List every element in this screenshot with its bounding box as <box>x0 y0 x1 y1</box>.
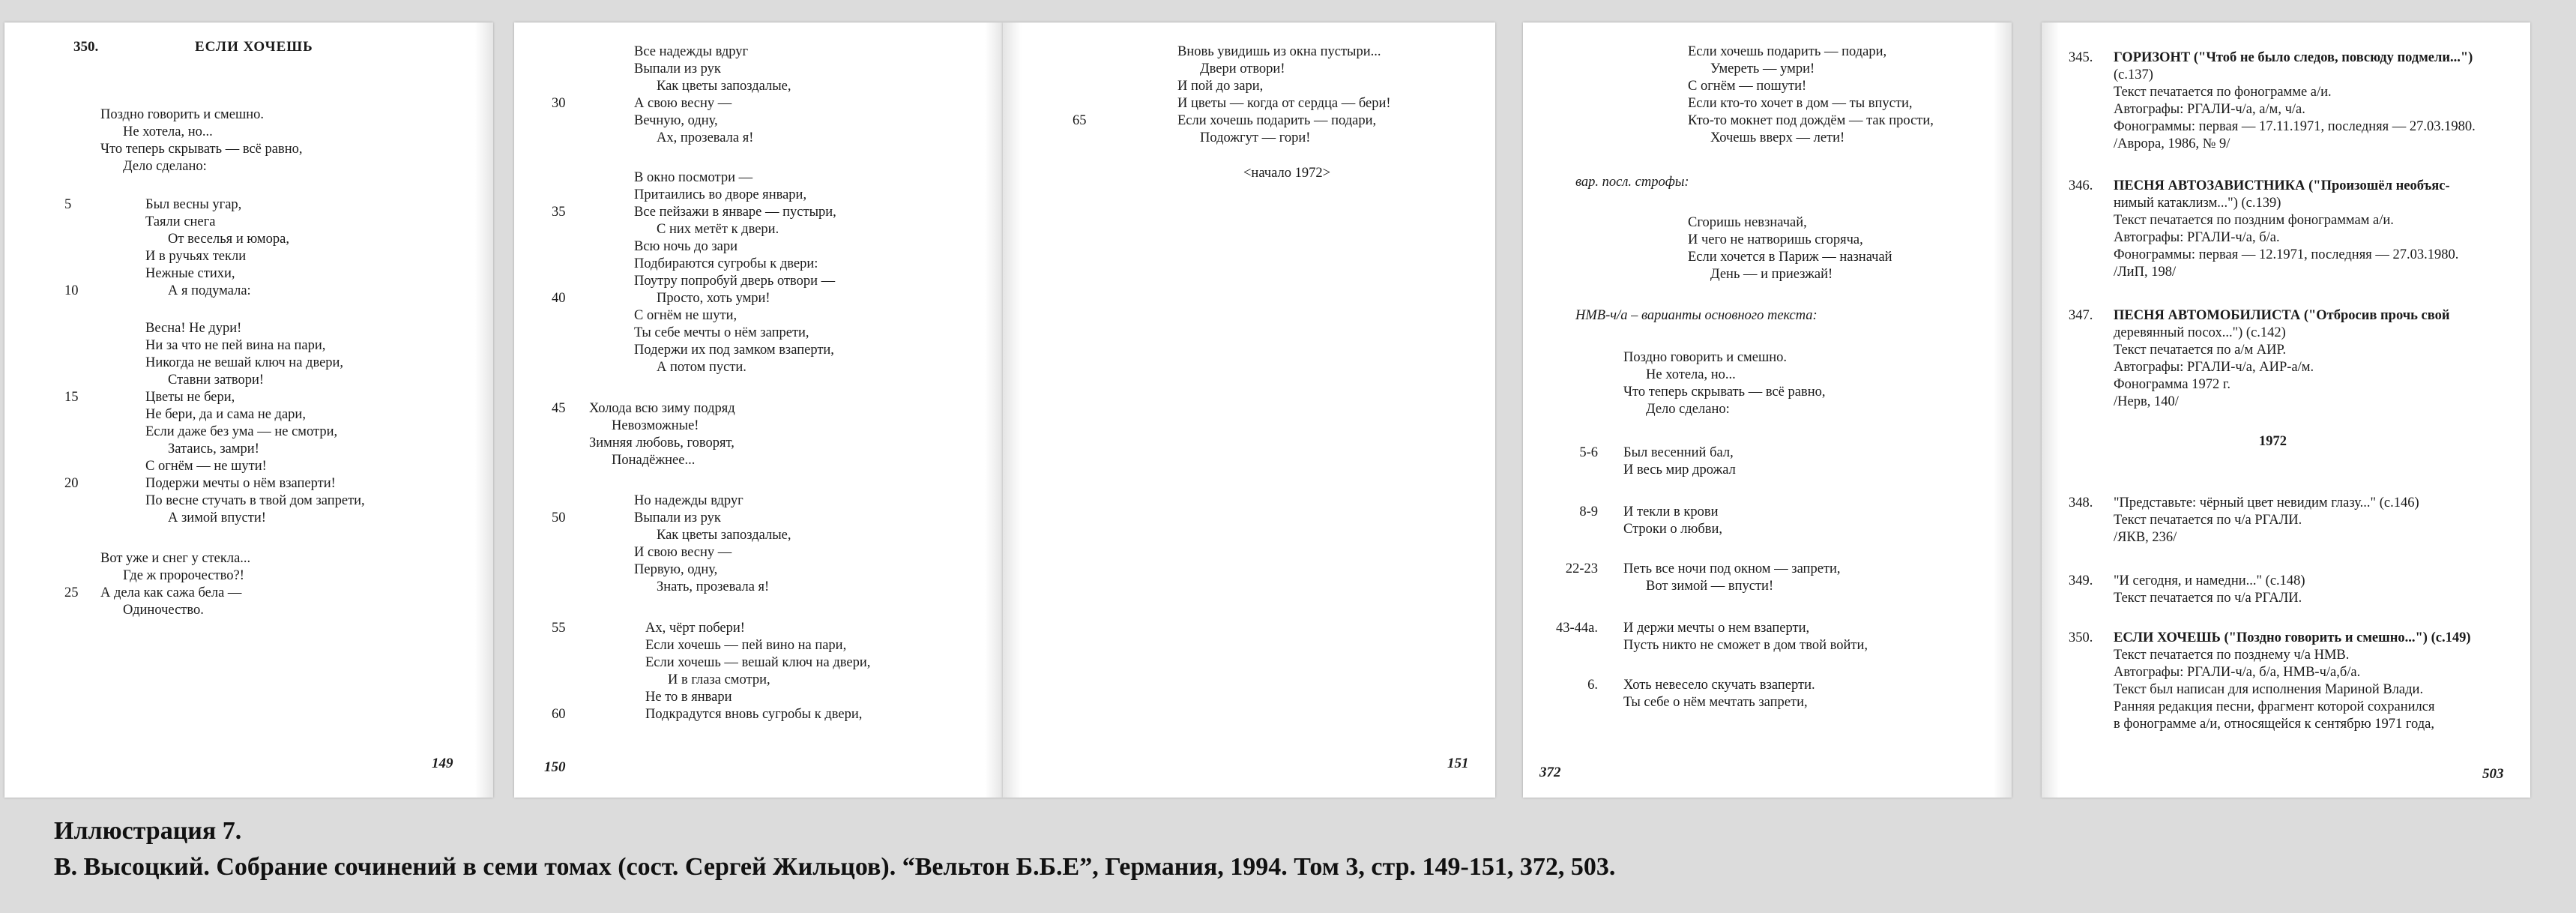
verse-line: Все пейзажи в январе — пустыри, <box>634 205 836 220</box>
verse-line: Выпали из рук <box>634 61 721 76</box>
caption-title: Иллюстрация 7. <box>54 817 242 845</box>
entry-line: ПЕСНЯ АВТОМОБИЛИСТА ("Отбросив прочь свой <box>2114 308 2450 323</box>
verse-line: Как цветы запоздалые, <box>657 79 791 94</box>
verse-line: Просто, хоть умри! <box>657 291 770 306</box>
entry-line: Ранняя редакция песни, фрагмент которой сохранился <box>2114 699 2435 714</box>
verse-line: Строки о любви, <box>1623 522 1723 537</box>
line-number: 10 <box>64 283 79 298</box>
page-number: 503 <box>2482 766 2504 782</box>
entry-line: Фонограммы: первая — 17.11.1971, последняя — 27.03.1980. <box>2114 119 2476 134</box>
verse-line: Если даже без ума — не смотри, <box>145 424 338 439</box>
verse-line: Если хочешь подарить — подари, <box>1688 44 1887 59</box>
verse-line: Все надежды вдруг <box>634 44 749 59</box>
book-page-372 <box>1523 22 2012 798</box>
entry-number: 349. <box>2069 573 2093 588</box>
verse-line: Нежные стихи, <box>145 266 235 281</box>
verse-line: День — и приезжай! <box>1710 267 1833 282</box>
entry-line: /ЛиП, 198/ <box>2114 265 2177 280</box>
line-number: 50 <box>552 510 566 525</box>
verse-line: Вновь увидишь из окна пустыри... <box>1177 44 1381 59</box>
entry-line: Текст печатается по поздним фонограммам а/и. <box>2114 213 2394 228</box>
variant-label: вар. посл. строфы: <box>1575 175 1689 190</box>
line-number: 55 <box>552 621 566 636</box>
verse-line: Одиночество. <box>123 603 204 618</box>
entry-line: Фонограмма 1972 г. <box>2114 377 2230 392</box>
page-gutter-shadow <box>2042 22 2060 798</box>
verse-line: Если хочешь подарить — подари, <box>1177 113 1377 128</box>
date-note: <начало 1972> <box>1243 166 1331 181</box>
verse-line: И цветы — когда от сердца — бери! <box>1177 96 1391 111</box>
verse-line: Двери отвори! <box>1200 61 1285 76</box>
verse-line: Петь все ночи под окном — запрети, <box>1623 561 1841 576</box>
verse-line: А я подумала: <box>168 283 251 298</box>
verse-line: Пусть никто не сможет в дом твой войти, <box>1623 638 1868 653</box>
line-number: 5 <box>64 197 72 212</box>
verse-line: А дела как сажа бела — <box>100 585 242 600</box>
entry-number: 348. <box>2069 495 2093 510</box>
verse-line: Ставни затвори! <box>168 373 265 388</box>
caption-citation: В. Высоцкий. Собрание сочинений в семи томах (сост. Сергей Жильцов). “Вельтон Б.Б.Е”, Германия, 1994. Том 3, стр. 149-151, 372, 503. <box>54 853 1616 881</box>
verse-line: Дело сделано: <box>123 159 207 174</box>
verse-line: Подержи их под замком взаперти, <box>634 343 834 358</box>
line-number: 45 <box>552 401 566 416</box>
verse-line: И весь мир дрожал <box>1623 462 1736 477</box>
entry-line: Текст печатается по ч/а РГАЛИ. <box>2114 513 2302 528</box>
verse-line: Ах, прозевала я! <box>657 130 754 145</box>
book-page-150 <box>514 22 1003 798</box>
nmv-label: НМВ-ч/а – варианты основного текста: <box>1575 308 1818 323</box>
verse-line: Если хочется в Париж — назначай <box>1688 250 1892 265</box>
verse-line: Был весенний бал, <box>1623 445 1734 460</box>
verse-line: В окно посмотри — <box>634 170 753 185</box>
entry-line: Автографы: РГАЛИ-ч/а, а/м, ч/а. <box>2114 102 2305 117</box>
entry-number: 350. <box>2069 630 2093 645</box>
verse-line: Поздно говорить и смешно. <box>1623 350 1787 365</box>
verse-line: А потом пусти. <box>657 360 746 375</box>
verse-line: Всю ночь до зари <box>634 239 737 254</box>
entry-line: ГОРИЗОНТ ("Чтоб не было следов, повсюду подмели...") <box>2114 50 2473 65</box>
verse-line: Сгоришь невзначай, <box>1688 215 1807 230</box>
verse-line: Не хотела, но... <box>123 124 213 139</box>
entry-line: "И сегодня, и намедни..." (с.148) <box>2114 573 2305 588</box>
verse-line: Ах, чёрт побери! <box>645 621 745 636</box>
page-gutter-shadow <box>985 22 1003 798</box>
verse-line: От веселья и юмора, <box>168 232 289 247</box>
line-number: 25 <box>64 585 79 600</box>
line-number: 35 <box>552 205 566 220</box>
verse-line: А свою весну — <box>634 96 732 111</box>
verse-line: Вот зимой — впусти! <box>1646 579 1774 594</box>
entry-line: нимый катаклизм...") (с.139) <box>2114 196 2281 211</box>
book-page-503 <box>2042 22 2530 798</box>
verse-line: Ни за что не пей вина на пари, <box>145 338 326 353</box>
line-number: 40 <box>552 291 566 306</box>
verse-line: Поздно говорить и смешно. <box>100 107 264 122</box>
entry-line: ПЕСНЯ АВТОЗАВИСТНИКА ("Произошёл необъяс- <box>2114 178 2450 193</box>
verse-line: С огнём — не шути! <box>145 459 267 474</box>
entry-line: /ЯКВ, 236/ <box>2114 530 2177 545</box>
page-gutter-shadow <box>1994 22 2012 798</box>
page-number: 149 <box>432 756 453 771</box>
verse-line: Понадёжнее... <box>612 453 696 468</box>
entry-line: /Аврора, 1986, № 9/ <box>2114 136 2230 151</box>
entry-line: Текст печатается по фонограмме а/и. <box>2114 85 2332 100</box>
verse-line: Ты себе о нём мечтать запрети, <box>1623 695 1808 710</box>
verse-line: Был весны угар, <box>145 197 242 212</box>
line-number: 30 <box>552 96 566 111</box>
entry-line: ЕСЛИ ХОЧЕШЬ ("Поздно говорить и смешно...") (с.149) <box>2114 630 2471 645</box>
verse-line: Знать, прозевала я! <box>657 579 770 594</box>
entry-line: в фонограмме а/и, относящейся к сентябрю 1971 года, <box>2114 717 2435 732</box>
verse-line: Подожгут — гори! <box>1200 130 1311 145</box>
entry-number: 346. <box>2069 178 2093 193</box>
verse-line: Что теперь скрывать — всё равно, <box>1623 385 1826 400</box>
verse-line: Поутру попробуй дверь отвори — <box>634 274 836 289</box>
entry-line: /Нерв, 140/ <box>2114 394 2179 409</box>
verse-line: Дело сделано: <box>1646 402 1730 417</box>
verse-line: Не хотела, но... <box>1646 367 1736 382</box>
verse-line: Вечную, одну, <box>634 113 718 128</box>
verse-line: И в глаза смотри, <box>668 672 770 687</box>
entry-number: 347. <box>2069 308 2093 323</box>
verse-line: С них метёт к двери. <box>657 222 779 237</box>
entry-line: Фонограммы: первая — 12.1971, последняя — 27.03.1980. <box>2114 247 2459 262</box>
entry-line: Текст печатается по ч/а РГАЛИ. <box>2114 591 2302 606</box>
line-number: 60 <box>552 707 566 722</box>
page-number: 151 <box>1447 756 1469 771</box>
entry-line: Текст был написан для исполнения Мариной Влади. <box>2114 682 2424 697</box>
verse-line: И в ручьях текли <box>145 249 247 264</box>
line-number: 15 <box>64 390 79 405</box>
poem-title: ЕСЛИ ХОЧЕШЬ <box>195 39 313 55</box>
verse-line: Подкрадутся вновь сугробы к двери, <box>645 707 863 722</box>
entry-line: (с.137) <box>2114 67 2153 82</box>
line-number: 6. <box>1587 678 1598 693</box>
verse-line: Если кто-то хочет в дом — ты впусти, <box>1688 96 1913 111</box>
verse-line: Холода всю зиму подряд <box>589 401 735 416</box>
entry-line: Текст печатается по а/м АИР. <box>2114 343 2287 358</box>
year-heading: 1972 <box>2259 434 2287 449</box>
verse-line: Если хочешь — вешай ключ на двери, <box>645 655 871 670</box>
verse-line: Умереть — умри! <box>1710 61 1815 76</box>
verse-line: Цветы не бери, <box>145 390 235 405</box>
entry-line: Автографы: РГАЛИ-ч/а, б/а, НМВ-ч/а,б/а. <box>2114 665 2361 680</box>
entry-line: деревянный посох...") (с.142) <box>2114 325 2286 340</box>
verse-line: Не бери, да и сама не дари, <box>145 407 306 422</box>
page-gutter-shadow <box>475 22 493 798</box>
verse-line: Притаились во дворе январи, <box>634 187 807 202</box>
verse-line: Подержи мечты о нём взаперти! <box>145 476 336 491</box>
verse-line: С огнём — пошути! <box>1688 79 1807 94</box>
page-gutter-shadow <box>1004 22 1022 798</box>
verse-line: Не то в январи <box>645 690 732 705</box>
verse-line: Ты себе мечты о нём запрети, <box>634 325 809 340</box>
line-number: 5-6 <box>1579 445 1598 460</box>
verse-line: Если хочешь — пей вино на пари, <box>645 638 847 653</box>
entry-number: 345. <box>2069 50 2093 65</box>
entry-line: Автографы: РГАЛИ-ч/а, АИР-а/м. <box>2114 360 2314 375</box>
entry-line: Текст печатается по позднему ч/а НМВ. <box>2114 648 2350 663</box>
verse-line: Невозможные! <box>612 418 699 433</box>
line-number: 20 <box>64 476 79 491</box>
verse-line: Где ж пророчество?! <box>123 568 244 583</box>
entry-line: Автографы: РГАЛИ-ч/а, б/а. <box>2114 230 2280 245</box>
book-page-151 <box>1003 22 1495 798</box>
verse-line: Подбираются сугробы к двери: <box>634 256 818 271</box>
verse-line: Хоть невесело скучать взаперти. <box>1623 678 1815 693</box>
verse-line: Зимняя любовь, говорят, <box>589 436 735 451</box>
verse-line: Кто-то мокнет под дождём — так прости, <box>1688 113 1934 128</box>
verse-line: Но надежды вдруг <box>634 493 743 508</box>
verse-line: По весне стучать в твой дом запрети, <box>145 493 365 508</box>
verse-line: Что теперь скрывать — всё равно, <box>100 142 303 157</box>
verse-line: И текли в крови <box>1623 504 1719 519</box>
book-page-149 <box>4 22 493 798</box>
verse-line: И пой до зари, <box>1177 79 1264 94</box>
verse-line: Затаись, замри! <box>168 442 259 456</box>
verse-line: Выпали из рук <box>634 510 721 525</box>
line-number: 22-23 <box>1565 561 1598 576</box>
line-number: 65 <box>1073 113 1087 128</box>
verse-line: И чего не натворишь сгоряча, <box>1688 232 1863 247</box>
poem-number: 350. <box>73 39 99 55</box>
verse-line: И держи мечты о нем взаперти, <box>1623 621 1810 636</box>
verse-line: И свою весну — <box>634 545 732 560</box>
verse-line: Никогда не вешай ключ на двери, <box>145 355 344 370</box>
verse-line: А зимой впусти! <box>168 510 266 525</box>
verse-line: Хочешь вверх — лети! <box>1710 130 1845 145</box>
verse-line: Таяли снега <box>145 214 216 229</box>
line-number: 8-9 <box>1579 504 1598 519</box>
page-number: 372 <box>1539 765 1561 780</box>
entry-line: "Представьте: чёрный цвет невидим глазу..." (с.146) <box>2114 495 2419 510</box>
line-number: 43-44а. <box>1556 621 1598 636</box>
page-number: 150 <box>544 759 566 775</box>
verse-line: С огнём не шути, <box>634 308 737 323</box>
verse-line: Как цветы запоздалые, <box>657 528 791 543</box>
verse-line: Вот уже и снег у стекла... <box>100 551 251 566</box>
verse-line: Первую, одну, <box>634 562 718 577</box>
verse-line: Весна! Не дури! <box>145 321 242 336</box>
